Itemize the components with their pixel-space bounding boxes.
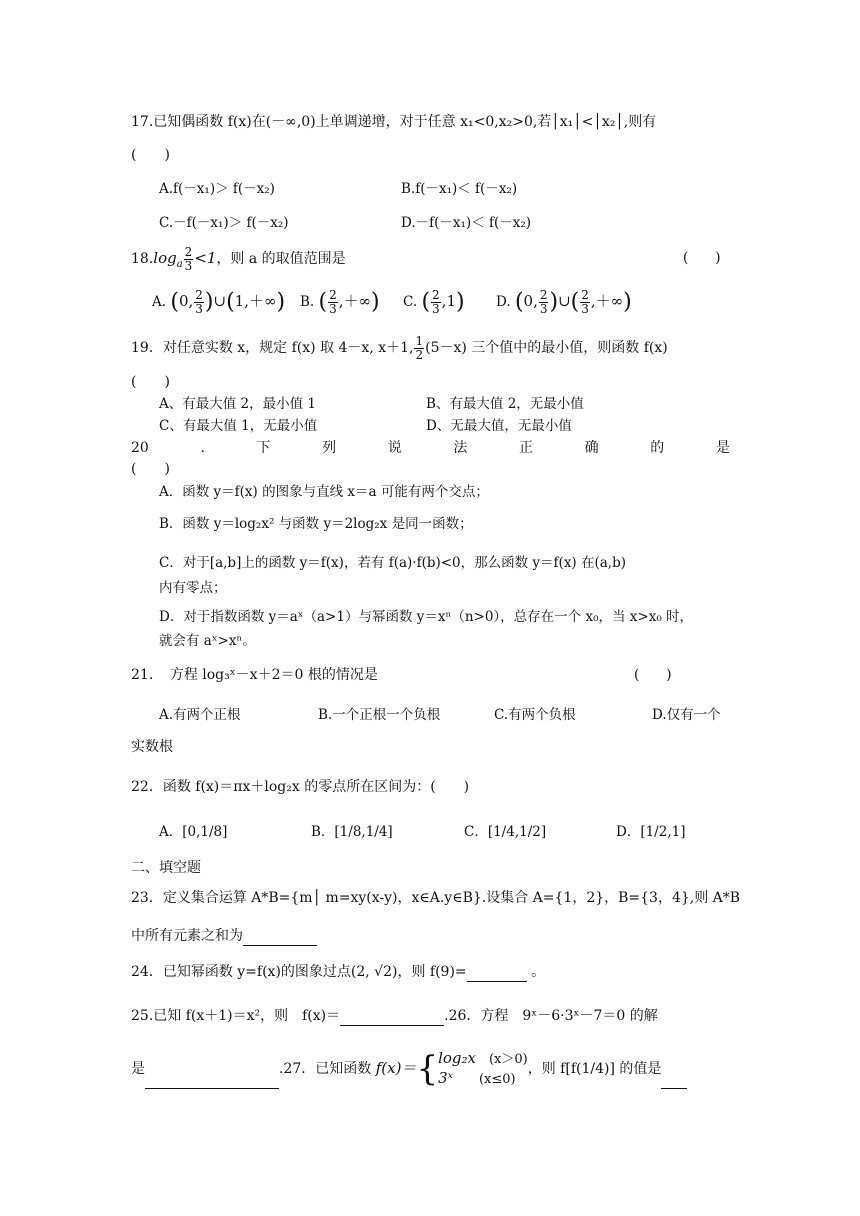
q21-option-a: A.有两个正根 xyxy=(159,707,241,723)
q18-option-d: D. (0, $\frac{2}{3}$ )∪( $\frac{2}{3}$ ,＋∞) xyxy=(496,288,632,316)
q20-option-d-line1: D．对于指数函数 y＝aˣ（a>1）与幂函数 y＝xⁿ（n>0），总存在一个 x₀，当 x>x₀ 时， xyxy=(159,609,694,625)
section-heading: 二、填空题 xyxy=(131,860,201,876)
q19-option-c: C、有最大值 1，无最小值 xyxy=(159,418,318,434)
q17-option-d: D.－f(－x₁)＜ f(－x₂) xyxy=(401,215,532,231)
q17-option-c: C.－f(－x₁)＞ f(－x₂) xyxy=(159,215,289,231)
q22-option-d: D．[1/2,1] xyxy=(616,824,686,840)
q23-line1: 23．定义集合运算 A*B={m│ m=xy(x-y)，x∈A.y∈B}.设集合 A={1，2}，B={3，4},则 A*B xyxy=(131,890,741,906)
q23-line2: 中所有元素之和为 xyxy=(131,926,730,946)
q21-stem: 21． 方程 log₃ˣ－x＋2＝0 根的情况是 xyxy=(131,667,378,683)
q18-stem: $18.\log_a$ $\frac{2}{3}$ <1，则 a 的取值范围是 xyxy=(131,244,346,273)
q20-option-c-line1: C．对于[a,b]上的函数 y＝f(x)，若有 f(a)·f(b)<0，那么函数 y＝f(x) 在(a,b) xyxy=(159,555,627,571)
q25-q26-line: 25.已知 f(x＋1)＝x²，则 f(x)＝ .26．方程 9ˣ－6·3ˣ－7＝0 的解 xyxy=(131,1008,658,1024)
q21-tail: 实数根 xyxy=(131,739,173,755)
q26-answer-blank[interactable] xyxy=(145,1062,279,1089)
q26-q27-line: 是 .27．已知函数 f(x)＝{log₂x (x＞0) 3ˣ (x≤0)，则 f[f(1/4)] 的值是 xyxy=(131,1048,730,1089)
piecewise-cases: log₂x (x＞0) 3ˣ (x≤0) xyxy=(438,1049,528,1087)
q17-paren: ( ) xyxy=(131,147,170,163)
q20-option-d-line2: 就会有 aˣ>xⁿ。 xyxy=(159,633,256,649)
q17-stem: 17.已知偶函数 f(x)在(－∞,0)上单调递增，对于任意 x₁<0,x₂>0,若│x₁│<│x₂│,则有 xyxy=(131,114,657,130)
q22-stem: 22．函数 f(x)＝πx＋log₂x 的零点所在区间为：( ) xyxy=(131,779,470,795)
q22-option-b: B．[1/8,1/4] xyxy=(311,824,393,840)
q21-option-c: C.有两个负根 xyxy=(494,707,576,723)
q20-paren: ( ) xyxy=(131,461,170,477)
q19-option-b: B、有最大值 2，无最小值 xyxy=(426,396,584,412)
q19-stem: 19．对任意实数 x，规定 f(x) 取 4－x, x＋1, $\frac{1}{2}$ (5－x) 三个值中的最小值，则函数 f(x) xyxy=(131,333,668,362)
q20-option-b: B．函数 y＝log₂x² 与函数 y＝2log₂x 是同一函数； xyxy=(159,516,473,532)
q21-option-d: D.仅有一个 xyxy=(652,707,721,723)
q20-stem: 20 . 下 列 说 法 正 确 的 是 xyxy=(131,440,730,456)
q21-option-b: B.一个正根一个负根 xyxy=(318,707,441,723)
q17-option-b: B.f(－x₁)＜ f(－x₂) xyxy=(401,181,518,197)
q20-option-c-line2: 内有零点； xyxy=(159,580,227,596)
q17-option-a: A.f(－x₁)＞ f(－x₂) xyxy=(159,181,275,197)
q19-option-d: D、无最大值，无最小值 xyxy=(426,418,572,434)
q27-answer-blank[interactable] xyxy=(661,1062,687,1089)
q19-paren: ( ) xyxy=(131,374,170,390)
q20-option-a: A．函数 y＝f(x) 的图象与直线 x＝a 可能有两个交点； xyxy=(159,484,489,500)
q24-line: 24．已知幂函数 y=f(x)的图象过点(2, √2)，则 f(9)= 。 xyxy=(131,964,546,980)
q18-paren: ( ) xyxy=(683,250,721,266)
q19-option-a: A、有最大值 2，最小值 1 xyxy=(159,396,317,412)
q22-option-c: C．[1/4,1/2] xyxy=(464,824,547,840)
q25-answer-blank[interactable] xyxy=(340,1009,444,1026)
q21-paren: ( ) xyxy=(634,667,672,683)
q24-answer-blank[interactable] xyxy=(467,965,527,982)
q18-option-b: B. ( $\frac{2}{3}$ ,＋∞) xyxy=(300,288,380,316)
q22-option-a: A．[0,1/8] xyxy=(159,824,228,840)
q18-option-a: A. (0, $\frac{2}{3}$ )∪(1,＋∞) xyxy=(152,288,286,316)
q23-answer-blank[interactable] xyxy=(243,929,317,946)
q18-option-c: C. ( $\frac{2}{3}$ ,1) xyxy=(403,288,465,316)
